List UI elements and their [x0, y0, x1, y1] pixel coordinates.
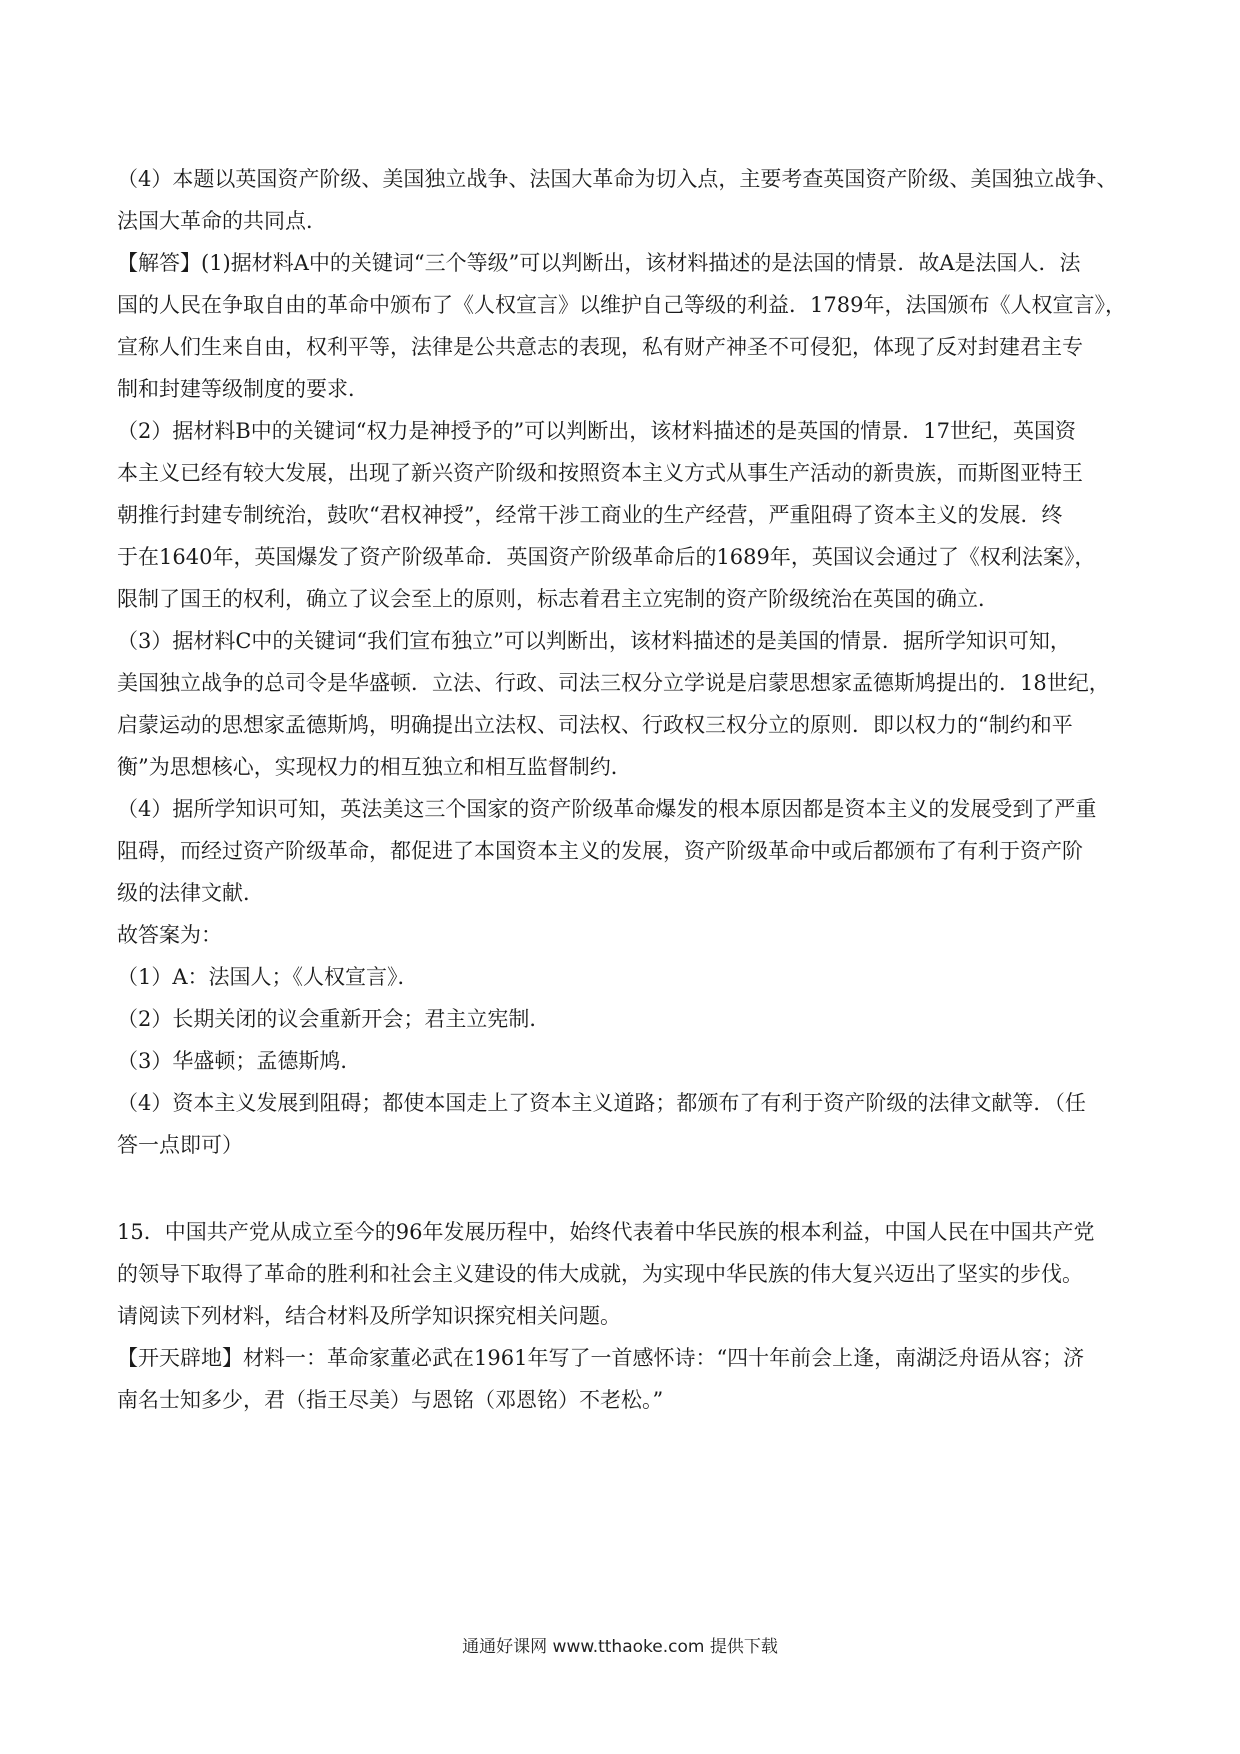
text-line: （2）长期关闭的议会重新开会；君主立宪制．	[117, 1007, 551, 1031]
text-line: 法国大革命的共同点．	[117, 209, 327, 233]
text-line: （4）资本主义发展到阻碍；都使本国走上了资本主义道路；都颁布了有利于资产阶级的法律文献等．（任	[117, 1091, 1086, 1115]
text-line: 于在1640年，英国爆发了资产阶级革命．英国资产阶级革命后的1689年，英国议会通过了《权利法案》，	[117, 545, 1096, 569]
text-line: 阻碍，而经过资产阶级革命，都促进了本国资本主义的发展，资产阶级革命中或后都颁布了有利于资产阶	[117, 839, 1083, 863]
paragraph-gap	[117, 1166, 1137, 1211]
question-line: 15．中国共产党从成立至今的96年发展历程中，始终代表着中华民族的根本利益，中国人民在中国共产党	[117, 1220, 1095, 1244]
text-line: （2）据材料B中的关键词“权力是神授予的”可以判断出，该材料描述的是英国的情景．17世纪，英国资	[117, 419, 1076, 443]
text-line: （1）A：法国人；《人权宣言》．	[117, 965, 419, 989]
text-line: 启蒙运动的思想家孟德斯鸠，明确提出立法权、司法权、行政权三权分立的原则．即以权力的“制约和平	[117, 713, 1073, 737]
question-line: 【开天辟地】材料一：革命家董必武在1961年写了一首感怀诗：“四十年前会上逢，南湖泛舟语从容；济	[117, 1346, 1085, 1370]
text-line: （3）据材料C中的关键词“我们宣布独立”可以判断出，该材料描述的是美国的情景．据所学知识可知，	[117, 629, 1071, 653]
text-line: （4）据所学知识可知，英法美这三个国家的资产阶级革命爆发的根本原因都是资本主义的发展受到了严重	[117, 797, 1097, 821]
text-line: 朝推行封建专制统治，鼓吹“君权神授”，经常干涉工商业的生产经营，严重阻碍了资本主义的发展．终	[117, 503, 1063, 527]
text-line: 【解答】(1)据材料A中的关键词“三个等级”可以判断出，该材料描述的是法国的情景．故A是法国人．法	[117, 251, 1081, 275]
text-line: 美国独立战争的总司令是华盛顿．立法、行政、司法三权分立学说是启蒙思想家孟德斯鸠提出的．18世纪，	[117, 671, 1110, 695]
text-line: 国的人民在争取自由的革命中颁布了《人权宣言》以维护自己等级的利益．1789年，法国颁布《人权宣言》，	[117, 293, 1126, 317]
page-body	[117, 158, 1137, 1421]
text-line: 宣称人们生来自由，权利平等，法律是公共意志的表现，私有财产神圣不可侵犯，体现了反对封建君主专	[117, 335, 1083, 359]
question-line: 请阅读下列材料，结合材料及所学知识探究相关问题。	[117, 1304, 621, 1328]
question-line: 的领导下取得了革命的胜利和社会主义建设的伟大成就，为实现中华民族的伟大复兴迈出了坚实的步伐。	[117, 1262, 1083, 1286]
text-line: 限制了国王的权利，确立了议会至上的原则，标志着君主立宪制的资产阶级统治在英国的确立．	[117, 587, 999, 611]
page-footer: 通通好课网 www.tthaoke.com 提供下载	[462, 1637, 778, 1657]
text-line: （4）本题以英国资产阶级、美国独立战争、法国大革命为切入点，主要考查英国资产阶级、美国独立战争、	[117, 167, 1118, 191]
text-line: 答一点即可）	[117, 1133, 243, 1157]
text-line: 级的法律文献．	[117, 881, 264, 905]
text-line: （3）华盛顿；孟德斯鸠．	[117, 1049, 362, 1073]
question-line: 南名士知多少，君（指王尽美）与恩铭（邓恩铭）不老松。”	[117, 1388, 664, 1412]
text-line: 制和封建等级制度的要求．	[117, 377, 369, 401]
text-line: 本主义已经有较大发展，出现了新兴资产阶级和按照资本主义方式从事生产活动的新贵族，而斯图亚特王	[117, 461, 1083, 485]
text-line: 衡”为思想核心，实现权力的相互独立和相互监督制约．	[117, 755, 632, 779]
text-line: 故答案为：	[117, 923, 222, 947]
